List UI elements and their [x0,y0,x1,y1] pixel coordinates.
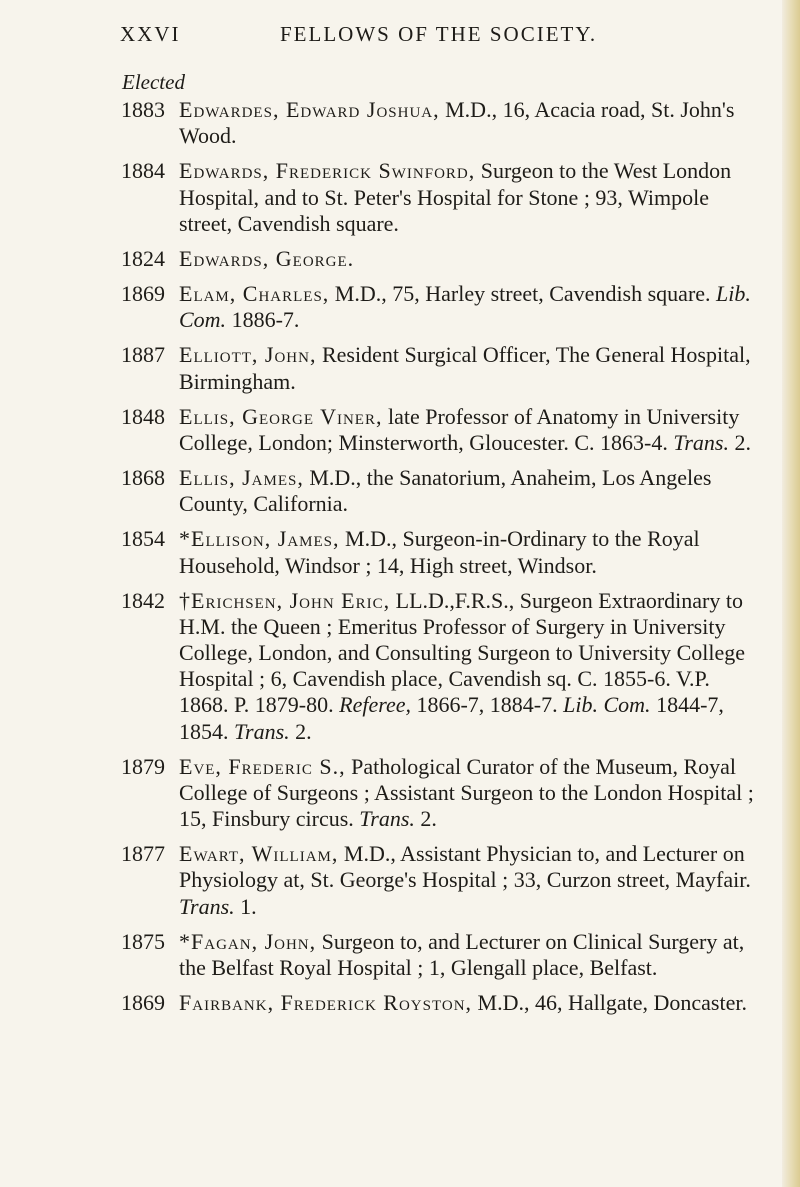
committee-years: 1886-7. [231,307,300,333]
fellow-name: *Ellison, James, [179,526,340,552]
fellow-details: LL.D.,F.R.S., Surgeon Extraordinary to H.M. the Queen ; Emeritus Professor of Surgery in University College, London, and Consulting Surgeon to University College Hospital ; 6, Cavendish place, Cavendish sq. C. 1855-6. V.P. 1868. P. 1879-80. [179,587,746,718]
fellow-name: †Erichsen, John Eric, [179,587,391,613]
fellow-name: Ewart, William, [179,841,339,867]
transactions-count: 1. [240,893,257,919]
fellow-details: Surgeon to, and Lecturer on Clinical Surgery at, the Belfast Royal Hospital ; 1, Glengall place, Belfast. [179,928,745,980]
fellow-details: Surgeon to the West London Hospital, and to St. Peter's Hospital for Stone ; 93, Wimpole street, Cavendish square. [179,158,732,236]
entry-year: 1824 [121,245,165,271]
committee-label: Lib. Com. [179,281,751,333]
transactions-label: Trans. [359,806,415,832]
fellow-details: Resident Surgical Officer, The General Hospital, Birmingham. [179,342,751,394]
transactions-count: 2. [734,429,751,455]
entry-year: 1875 [121,928,165,954]
entry-year: 1868 [121,465,165,491]
elected-column-label: Elected [122,70,185,94]
fellow-entry [121,158,756,237]
entry-year: 1877 [121,841,165,867]
page-header [120,22,680,56]
fellow-name: Fairbank, Frederick Royston, [179,990,473,1016]
fellow-details: M.D., 46, Hallgate, Doncaster. [477,990,747,1016]
entry-text [179,929,756,981]
entry-year: 1879 [121,753,165,779]
fellow-name: Ellis, George Viner, [179,403,383,429]
entry-year: 1869 [121,281,165,307]
fellow-details: M.D., Surgeon-in-Ordinary to the Royal Household, Windsor ; 14, High street, Windsor. [179,526,700,578]
referee-label: Referee, [339,692,411,718]
entry-text [179,841,756,920]
entry-text [179,526,756,578]
entry-year: 1854 [121,526,165,552]
entry-text [179,754,756,833]
transactions-count: 2. [420,806,437,832]
fellow-name: Ellis, James, [179,465,304,491]
entry-year: 1842 [121,587,165,613]
entry-year: 1848 [121,403,165,429]
committee-years: 1844-7, 1854. [179,692,724,744]
entry-year: 1887 [121,342,165,368]
fellow-name: Edwards, Frederick Swinford, [179,158,476,184]
fellow-details: Pathological Curator of the Museum, Royal College of Surgeons ; Assistant Surgeon to the London Hospital ; 15, Finsbury circus. [179,753,754,832]
fellow-name: Edwards, George. [179,245,355,271]
entry-text [179,342,756,394]
fellow-name: Edwardes, Edward Joshua, [179,97,440,122]
fellow-entry [121,465,756,517]
entry-text [179,97,756,149]
fellow-entry [121,526,756,578]
fellow-entry [121,841,756,920]
fellow-entry [121,588,756,745]
fellow-details: late Professor of Anatomy in University College, London; Minsterworth, Gloucester. C. 1863-4. [179,403,740,455]
fellow-details: M.D., Assistant Physician to, and Lecturer on Physiology at, St. George's Hospital ; 33, Curzon street, Mayfair. [179,841,751,893]
entry-year: 1884 [121,158,165,184]
entry-text [179,588,756,745]
referee-years: 1866-7, 1884-7. [416,692,558,718]
running-title: FELLOWS OF THE SOCIETY. [280,22,598,46]
fellow-name: Elliott, John, [179,342,317,368]
transactions-count: 2. [295,718,312,744]
entry-text [179,158,756,237]
fellow-entry [121,929,756,981]
entry-text [179,990,756,1016]
fellows-list [121,97,756,1025]
transactions-label: Trans. [179,893,235,919]
fellow-entry [121,342,756,394]
transactions-label: Trans. [673,429,729,455]
fellow-details: M.D., 75, Harley street, Cavendish square. [334,281,711,307]
page-number: XXVI [120,22,181,46]
entry-text [179,404,756,456]
fellow-name: *Fagan, John, [179,928,317,954]
fellow-name: Elam, Charles, [179,281,330,307]
fellow-entry [121,246,756,272]
fellow-details: M.D., 16, Acacia road, St. John's Wood. [179,97,735,149]
fellow-entry [121,990,756,1016]
fellow-details: M.D., the Sanatorium, Anaheim, Los Angeles County, California. [179,465,712,517]
entry-text [179,281,756,333]
entry-year: 1869 [121,990,165,1016]
fellow-entry [121,754,756,833]
fellow-entry [121,281,756,333]
page-edge-shadow [782,0,800,1187]
entry-text [179,246,756,272]
fellow-entry [121,404,756,456]
fellow-entry [121,97,756,149]
fellow-name: Eve, Frederic S., [179,753,346,779]
transactions-label: Trans. [234,718,290,744]
entry-text [179,465,756,517]
entry-year: 1883 [121,97,165,122]
committee-label: Lib. Com. [563,692,651,718]
